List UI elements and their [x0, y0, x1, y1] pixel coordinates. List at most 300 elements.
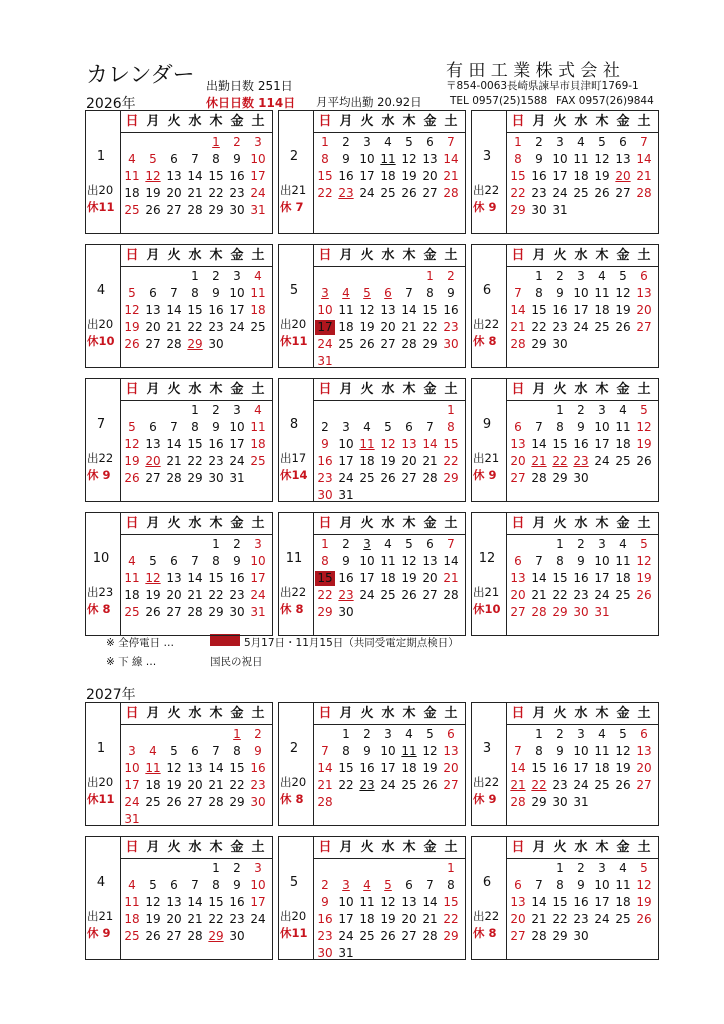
holiday-count: 休10 [473, 602, 501, 616]
day-cell: 5 [426, 727, 434, 741]
day-cell: 1 [426, 269, 434, 283]
day-cell: 8 [426, 286, 434, 300]
day-cell: 1 [191, 269, 199, 283]
day-cell: 4 [619, 861, 627, 875]
day-cell: 5 [405, 537, 413, 551]
day-cell: 13 [510, 895, 526, 909]
weekday-header: 土 [444, 706, 458, 721]
weekday-header: 火 [167, 706, 181, 721]
weekday-header: 土 [251, 516, 265, 531]
day-cell: 5 [619, 727, 627, 741]
holiday-count: 休 9 [473, 200, 497, 214]
day-cell: 29 [531, 795, 547, 809]
weekday-header: 金 [616, 516, 630, 531]
day-cell: 7 [170, 286, 178, 300]
weekday-header: 火 [360, 706, 374, 721]
day-cell: 27 [401, 471, 417, 485]
day-cell: 17 [380, 761, 396, 775]
weekday-header: 日 [125, 382, 139, 397]
weekday-divider [120, 132, 272, 133]
day-cell: 22 [338, 778, 354, 792]
weekday-header: 金 [423, 114, 437, 129]
day-cell: 20 [166, 588, 182, 602]
day-cell: 27 [422, 588, 438, 602]
work-days-count: 出23 [87, 585, 114, 599]
work-days-count: 出21 [87, 909, 114, 923]
holiday-count: 休 9 [473, 792, 497, 806]
day-cell: 6 [170, 878, 178, 892]
holiday-count: 休 8 [473, 926, 497, 940]
legend-underline-text: 国民の祝日 [210, 656, 263, 668]
month-2026-3 [471, 110, 659, 234]
day-cell: 7 [514, 286, 522, 300]
weekday-header: 水 [574, 516, 588, 531]
weekday-divider [313, 534, 465, 535]
day-cell: 23 [317, 929, 333, 943]
day-cell: 20 [510, 912, 526, 926]
weekday-header: 水 [381, 382, 395, 397]
day-cell: 17 [573, 303, 589, 317]
weekday-header: 土 [444, 840, 458, 855]
day-cell: 15 [531, 761, 547, 775]
day-cell: 23 [229, 912, 245, 926]
weekday-header: 月 [339, 516, 353, 531]
day-cell: 31 [594, 605, 610, 619]
day-cell: 10 [250, 554, 266, 568]
day-cell: 15 [531, 303, 547, 317]
month-2026-1 [85, 110, 273, 234]
day-cell: 30 [573, 471, 589, 485]
day-cell: 16 [573, 571, 589, 585]
work-days-count: 出21 [473, 451, 500, 465]
weekday-divider [313, 132, 465, 133]
day-cell: 22 [443, 912, 459, 926]
day-cell: 19 [145, 186, 161, 200]
legend-underline-label: ※ 下 線 … [106, 656, 157, 668]
weekday-header: 火 [167, 840, 181, 855]
day-cell: 24 [380, 778, 396, 792]
weekday-header: 日 [125, 248, 139, 263]
day-cell: 28 [208, 795, 224, 809]
day-cell: 9 [212, 420, 220, 434]
day-cell: 22 [552, 912, 568, 926]
day-cell: 13 [187, 761, 203, 775]
day-cell: 6 [514, 554, 522, 568]
day-cell: 3 [577, 269, 585, 283]
day-cell: 14 [317, 761, 333, 775]
day-cell: 9 [233, 152, 241, 166]
day-cell: 15 [422, 303, 438, 317]
weekday-header: 土 [444, 516, 458, 531]
day-cell: 24 [250, 588, 266, 602]
day-cell: 7 [535, 420, 543, 434]
day-cell: 2 [321, 420, 329, 434]
day-cell: 18 [250, 303, 266, 317]
weekday-header: 火 [167, 248, 181, 263]
day-cell: 22 [208, 186, 224, 200]
weekday-header: 木 [209, 516, 223, 531]
day-cell: 19 [636, 895, 652, 909]
month-2026-6 [471, 244, 659, 368]
day-cell: 6 [149, 420, 157, 434]
day-cell: 30 [317, 488, 333, 502]
weekday-divider [120, 266, 272, 267]
day-cell: 15 [317, 169, 333, 183]
day-cell: 6 [619, 135, 627, 149]
weekday-header: 木 [402, 706, 416, 721]
day-cell: 14 [443, 554, 459, 568]
day-cell: 30 [573, 929, 589, 943]
day-cell: 22 [317, 588, 333, 602]
day-cell: 17 [338, 454, 354, 468]
weekday-header: 日 [318, 382, 332, 397]
day-cell: 12 [166, 761, 182, 775]
day-cell: 8 [321, 152, 329, 166]
day-cell: 11 [124, 169, 140, 183]
day-cell: 28 [636, 186, 652, 200]
day-cell: 3 [254, 135, 262, 149]
day-cell: 31 [573, 795, 589, 809]
day-cell: 15 [510, 169, 526, 183]
day-cell: 23 [552, 320, 568, 334]
weekday-header: 水 [381, 840, 395, 855]
day-cell: 24 [229, 454, 245, 468]
day-cell: 2 [342, 135, 350, 149]
day-cell: 9 [535, 152, 543, 166]
day-cell: 16 [359, 761, 375, 775]
day-cell: 15 [187, 437, 203, 451]
day-cell: 11 [401, 744, 417, 758]
day-cell: 11 [359, 437, 375, 451]
day-cell: 4 [149, 744, 157, 758]
day-cell: 15 [229, 761, 245, 775]
holiday-count: 休 8 [87, 602, 111, 616]
day-cell: 8 [212, 878, 220, 892]
day-cell: 4 [363, 878, 371, 892]
day-cell: 21 [401, 320, 417, 334]
holiday-count: 休11 [280, 926, 308, 940]
day-cell: 21 [510, 320, 526, 334]
day-cell: 28 [187, 605, 203, 619]
day-cell: 25 [124, 203, 140, 217]
day-cell: 29 [208, 929, 224, 943]
day-cell: 26 [145, 605, 161, 619]
day-cell: 4 [254, 403, 262, 417]
day-cell: 13 [422, 554, 438, 568]
day-cell: 17 [315, 320, 335, 335]
work-days-count: 出22 [473, 317, 500, 331]
day-cell: 21 [422, 454, 438, 468]
weekday-header: 木 [402, 114, 416, 129]
weekday-header: 月 [532, 706, 546, 721]
day-cell: 1 [556, 537, 564, 551]
day-cell: 8 [191, 286, 199, 300]
day-cell: 28 [187, 203, 203, 217]
day-cell: 19 [401, 571, 417, 585]
day-cell: 18 [338, 320, 354, 334]
month-number: 12 [478, 551, 496, 566]
day-cell: 16 [552, 303, 568, 317]
day-cell: 19 [124, 454, 140, 468]
day-cell: 13 [422, 152, 438, 166]
weekday-header: 水 [188, 706, 202, 721]
day-cell: 28 [317, 795, 333, 809]
day-cell: 27 [422, 186, 438, 200]
day-cell: 7 [640, 135, 648, 149]
day-cell: 21 [166, 320, 182, 334]
day-cell: 28 [531, 929, 547, 943]
weekday-header: 土 [444, 114, 458, 129]
day-cell: 21 [531, 454, 547, 468]
year-label-2026: 2026年 [86, 96, 136, 112]
day-cell: 3 [598, 861, 606, 875]
day-cell: 22 [531, 320, 547, 334]
day-cell: 1 [556, 403, 564, 417]
day-cell: 3 [321, 286, 329, 300]
month-number: 1 [96, 149, 106, 164]
day-cell: 3 [254, 861, 262, 875]
day-cell: 16 [552, 761, 568, 775]
day-cell: 20 [145, 320, 161, 334]
day-cell: 25 [573, 186, 589, 200]
day-cell: 13 [401, 437, 417, 451]
day-cell: 3 [233, 403, 241, 417]
day-cell: 30 [573, 605, 589, 619]
month-number: 6 [482, 875, 492, 890]
day-cell: 15 [187, 303, 203, 317]
day-cell: 24 [359, 186, 375, 200]
day-cell: 8 [212, 554, 220, 568]
day-cell: 9 [233, 554, 241, 568]
weekday-header: 日 [318, 706, 332, 721]
day-cell: 19 [145, 912, 161, 926]
day-cell: 15 [208, 571, 224, 585]
day-cell: 9 [233, 878, 241, 892]
day-cell: 27 [187, 795, 203, 809]
weekday-header: 水 [574, 382, 588, 397]
day-cell: 18 [401, 761, 417, 775]
day-cell: 26 [615, 778, 631, 792]
day-cell: 1 [321, 537, 329, 551]
weekday-header: 火 [553, 382, 567, 397]
day-cell: 5 [619, 269, 627, 283]
month-number: 7 [96, 417, 106, 432]
day-cell: 29 [443, 471, 459, 485]
weekday-header: 日 [511, 706, 525, 721]
day-cell: 1 [212, 135, 220, 149]
holiday-count: 休10 [87, 334, 115, 348]
day-cell: 6 [640, 269, 648, 283]
day-cell: 10 [250, 152, 266, 166]
day-cell: 18 [124, 186, 140, 200]
day-cell: 12 [401, 152, 417, 166]
weekday-divider [313, 858, 465, 859]
day-cell: 4 [619, 403, 627, 417]
day-cell: 22 [208, 912, 224, 926]
weekday-header: 木 [209, 706, 223, 721]
day-cell: 31 [317, 354, 333, 368]
month-number: 1 [96, 741, 106, 756]
day-cell: 20 [443, 761, 459, 775]
company-address: 〒854-0063長崎県諫早市貝津町1769-1 [446, 80, 639, 92]
weekday-divider [120, 858, 272, 859]
holiday-count: 休 9 [87, 926, 111, 940]
day-cell: 22 [510, 186, 526, 200]
day-cell: 25 [615, 588, 631, 602]
day-cell: 6 [170, 152, 178, 166]
day-cell: 24 [573, 320, 589, 334]
weekday-header: 日 [318, 114, 332, 129]
day-cell: 5 [384, 878, 392, 892]
day-cell: 7 [426, 878, 434, 892]
day-cell: 1 [342, 727, 350, 741]
day-cell: 26 [380, 929, 396, 943]
month-number: 11 [285, 551, 303, 566]
day-cell: 15 [552, 895, 568, 909]
day-cell: 5 [149, 878, 157, 892]
day-cell: 20 [510, 454, 526, 468]
day-cell: 8 [556, 878, 564, 892]
day-cell: 13 [510, 437, 526, 451]
day-cell: 14 [166, 437, 182, 451]
month-number: 2 [289, 741, 299, 756]
day-cell: 25 [401, 778, 417, 792]
weekday-header: 木 [595, 840, 609, 855]
day-cell: 5 [598, 135, 606, 149]
day-cell: 2 [254, 727, 262, 741]
day-cell: 6 [640, 727, 648, 741]
weekday-header: 日 [318, 516, 332, 531]
day-cell: 27 [166, 203, 182, 217]
weekday-header: 水 [188, 382, 202, 397]
work-days-count: 出20 [87, 183, 114, 197]
weekday-header: 月 [339, 248, 353, 263]
day-cell: 19 [145, 588, 161, 602]
holiday-count: 休 7 [280, 200, 304, 214]
weekday-header: 土 [637, 706, 651, 721]
day-cell: 7 [447, 537, 455, 551]
day-cell: 23 [443, 320, 459, 334]
day-cell: 18 [359, 912, 375, 926]
weekday-header: 月 [532, 840, 546, 855]
day-cell: 19 [636, 437, 652, 451]
day-cell: 6 [170, 554, 178, 568]
day-cell: 25 [250, 454, 266, 468]
day-cell: 10 [552, 152, 568, 166]
day-cell: 30 [208, 471, 224, 485]
day-cell: 3 [342, 878, 350, 892]
day-cell: 20 [380, 320, 396, 334]
weekday-divider [506, 400, 658, 401]
day-cell: 3 [556, 135, 564, 149]
day-cell: 16 [250, 761, 266, 775]
weekday-header: 日 [125, 840, 139, 855]
month-2026-5 [278, 244, 466, 368]
month-number: 6 [482, 283, 492, 298]
day-cell: 23 [359, 778, 375, 792]
day-cell: 18 [615, 437, 631, 451]
day-cell: 7 [514, 744, 522, 758]
day-cell: 17 [229, 437, 245, 451]
day-cell: 13 [145, 437, 161, 451]
weekday-header: 月 [532, 516, 546, 531]
weekday-header: 日 [511, 516, 525, 531]
day-cell: 21 [187, 912, 203, 926]
weekday-header: 日 [318, 248, 332, 263]
day-cell: 7 [170, 420, 178, 434]
day-cell: 23 [338, 588, 354, 602]
day-cell: 9 [342, 554, 350, 568]
day-cell: 10 [380, 744, 396, 758]
weekday-header: 土 [637, 382, 651, 397]
day-cell: 18 [250, 437, 266, 451]
day-cell: 2 [321, 878, 329, 892]
day-cell: 21 [510, 778, 526, 792]
weekday-divider [313, 400, 465, 401]
day-cell: 11 [250, 420, 266, 434]
weekday-header: 金 [230, 114, 244, 129]
weekday-header: 金 [616, 706, 630, 721]
day-cell: 26 [636, 588, 652, 602]
day-cell: 2 [342, 537, 350, 551]
weekday-header: 火 [553, 248, 567, 263]
month-number: 5 [289, 875, 299, 890]
weekday-header: 木 [402, 248, 416, 263]
day-cell: 29 [422, 337, 438, 351]
day-cell: 2 [447, 269, 455, 283]
weekday-header: 日 [125, 114, 139, 129]
day-cell: 16 [208, 303, 224, 317]
day-cell: 17 [229, 303, 245, 317]
day-cell: 19 [615, 761, 631, 775]
day-cell: 3 [363, 135, 371, 149]
day-cell: 4 [342, 286, 350, 300]
day-cell: 6 [426, 135, 434, 149]
day-cell: 26 [380, 471, 396, 485]
day-cell: 14 [531, 571, 547, 585]
day-cell: 3 [254, 537, 262, 551]
day-cell: 13 [166, 169, 182, 183]
day-cell: 14 [443, 152, 459, 166]
day-cell: 22 [552, 588, 568, 602]
day-cell: 13 [401, 895, 417, 909]
weekday-divider [506, 266, 658, 267]
work-days-total: 出勤日数 251日 [206, 79, 293, 93]
day-cell: 2 [212, 269, 220, 283]
day-cell: 26 [145, 929, 161, 943]
day-cell: 4 [254, 269, 262, 283]
weekday-header: 日 [511, 840, 525, 855]
day-cell: 17 [250, 571, 266, 585]
day-cell: 13 [636, 286, 652, 300]
day-cell: 23 [338, 186, 354, 200]
month-2026-7 [85, 378, 273, 502]
day-cell: 20 [615, 169, 631, 183]
day-cell: 24 [594, 454, 610, 468]
day-cell: 12 [145, 895, 161, 909]
holiday-days-total: 休日日数 114日 [206, 96, 296, 110]
month-number: 8 [289, 417, 299, 432]
day-cell: 20 [401, 454, 417, 468]
day-cell: 12 [145, 571, 161, 585]
day-cell: 9 [577, 420, 585, 434]
work-days-count: 出20 [280, 909, 307, 923]
weekday-header: 月 [146, 706, 160, 721]
legend-shutdown-text: 5月17日・11月15日（共同受電定期点検日） [244, 637, 459, 649]
day-cell: 6 [384, 286, 392, 300]
day-cell: 12 [124, 437, 140, 451]
month-2026-8 [278, 378, 466, 502]
